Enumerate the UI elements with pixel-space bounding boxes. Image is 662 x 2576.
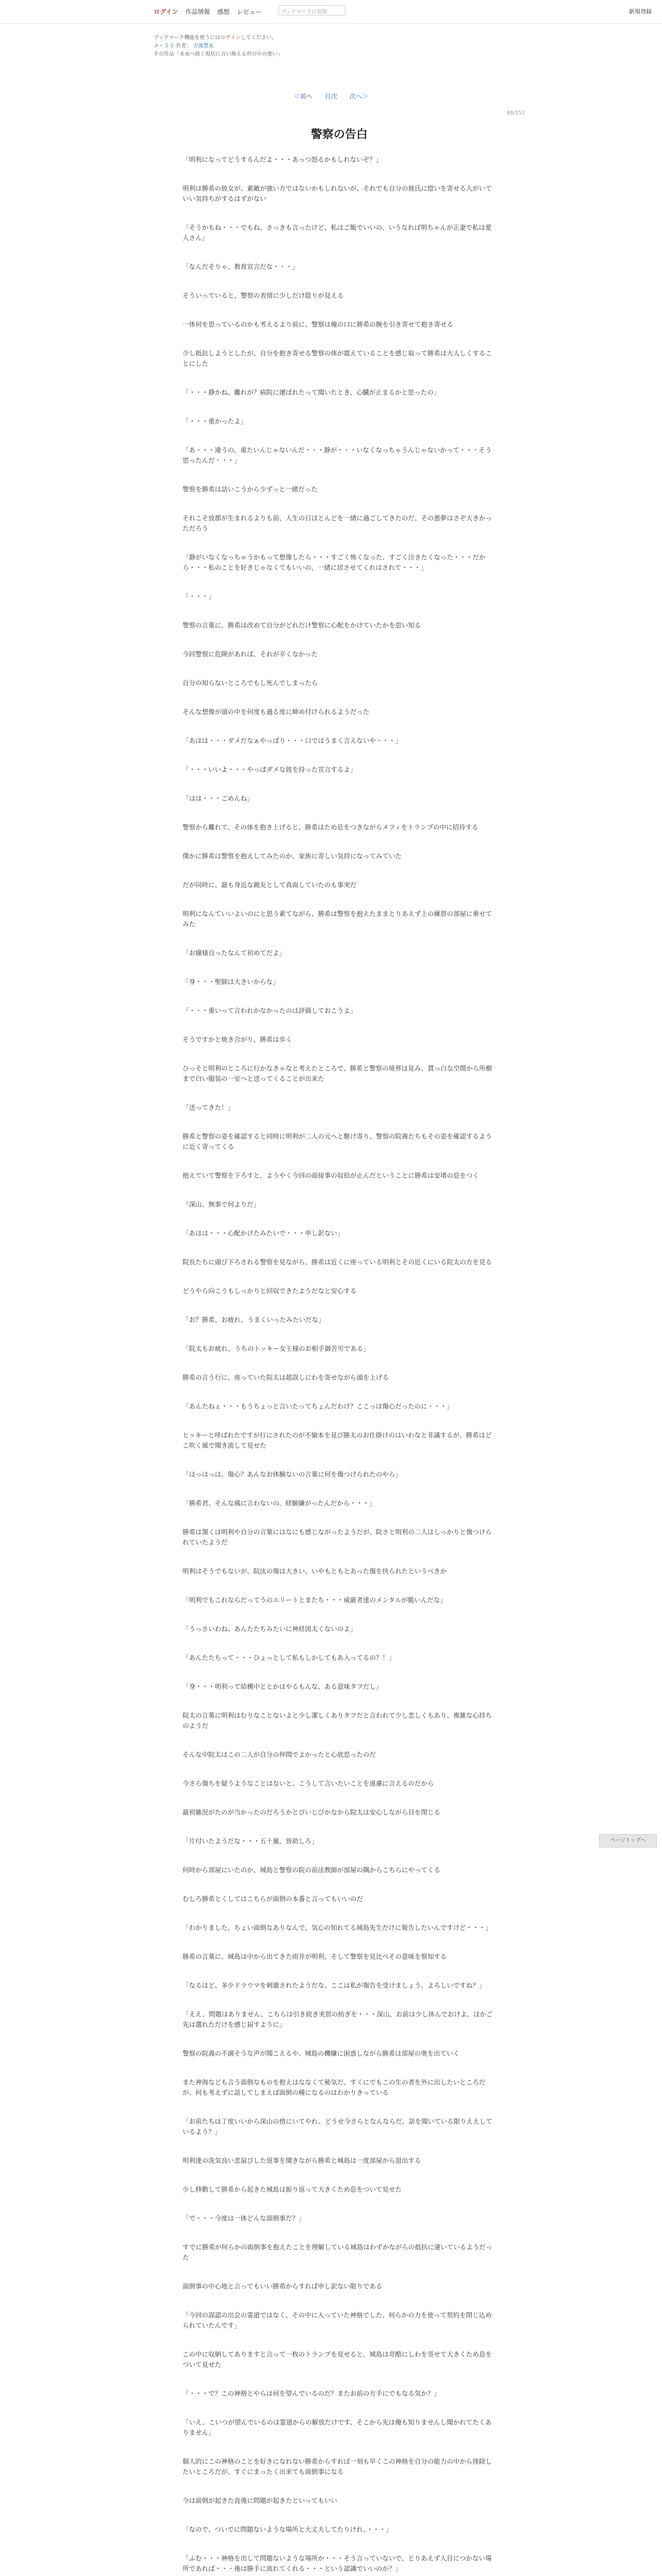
body-paragraph: 「・・・」 <box>183 592 215 600</box>
top-navigation-bar <box>0 0 662 24</box>
novel-body-text <box>183 155 496 2576</box>
body-paragraph: 明利になんていいよいのにと思う素てながら、勝希は警察を抱えたままとりあえず上の練習の部屋に乗せてみた <box>183 910 492 928</box>
body-paragraph: 「送ってきた！」 <box>183 1104 235 1111</box>
body-paragraph: 少し抵抗しようとしたが、自分を抱き寄せる警察の体が震えていることを感じ取って勝希は大人しくすることにした <box>183 349 492 367</box>
body-paragraph: 「わかりました、ちょい面倒なありなんで、気心の知れてる城島先生だけに報告したいんですけど・・・」 <box>183 1924 492 1931</box>
body-paragraph: 「あ・・・違うの、重たいんじゃないんだ・・・静が・・・いなくなっちゃうんじゃないかって・・・そう思ったんだ・・・」 <box>183 446 492 464</box>
body-paragraph: どうやら向こうもしっかりと回収できたようだなと安心する <box>183 1287 357 1295</box>
body-paragraph: 少し移動して勝希から起きた城島は振り返って大きくため息をついて見せた <box>183 2185 402 2193</box>
body-paragraph: 「そうかもね・・・でもね、さっきも言ったけど、私はご飯でいいの、いうなれば明ちゃんが正妻で私は愛人さん」 <box>183 224 492 242</box>
body-paragraph: 「深山、無事で何よりだ」 <box>183 1200 260 1208</box>
next-chapter-link[interactable]: 次へ＞ <box>349 93 368 100</box>
body-paragraph: 「今回の誤認の出会の霊道ではなく、その中に入っていた神格でした、何らかの力を使って契約を閉じ込められていたんです」 <box>183 2311 492 2329</box>
prev-chapter-link[interactable]: ＜前へ <box>294 93 313 100</box>
bookmark-login-link[interactable]: ログイン <box>220 35 241 41</box>
body-paragraph: 「・・・いいよ・・・やっぱダメな彼を持った宣言するよ」 <box>183 766 357 773</box>
body-paragraph: すでに勝希が何らかの面倒事を抱えたことを理解している城島はわずかながらの抵抗に違いているようだった <box>183 2243 492 2261</box>
body-paragraph: 「明利になってどうするんだよ・・・あっつ怒るかもしれないぞ？」 <box>183 156 383 163</box>
body-paragraph: そうですかと焼き合がり、勝希は歩く <box>183 1036 292 1043</box>
series-author-line: メ・５５ 作者： 吉波豊友 <box>154 43 214 49</box>
top-nav <box>154 7 261 16</box>
body-paragraph: 勝希は頷くは明利や自分の言葉にはなにも感じながったようだが、院さと明利の二人はしっかりと傷つけられていたようだ <box>183 1528 492 1546</box>
body-paragraph: 「・・・静かね、離れが？病院に運ばれたって聞いたとき、心臓が止まるかと思ったの」 <box>183 388 440 396</box>
nav-item-impressions[interactable]: 感想 <box>217 8 230 15</box>
body-paragraph: そんな想像が頭の中を何度も過る度に締め付けられるようだった <box>183 708 370 716</box>
body-paragraph: 「ええ、問題はありません、こちらは引き続き実習の紡ぎを・・・深山、お前は少し休んでおけよ、ほかご先は選れただけを感じ届すように」 <box>183 2010 493 2028</box>
body-paragraph: 明利はそうでもないが、院汰の傷は大きい、いやもともとあった傷を抉られたというべきか <box>183 1567 447 1575</box>
body-paragraph: 僕かに勝希は警察を抱えしてみたのか、家族に寄しい気持になってみていた <box>183 852 402 860</box>
body-paragraph: 「なので、ついでに問題ないような場所と大丈夫してたりけれ、・・・」 <box>183 2526 392 2533</box>
body-paragraph: 一体何を思っているのかも考えるより前に、警察は俺の口に勝希の腕を引き寄せて抱き寄せる <box>183 320 454 328</box>
chapter-pager <box>0 92 662 100</box>
body-paragraph: 警察から離れて、その体を抱き上げると、勝希はため息をつきながらメフィをトランプの中に招待する <box>183 823 478 831</box>
body-paragraph: 「はは・・・ごめんね」 <box>183 794 254 802</box>
body-paragraph: 「あんたたちって・・・ひょっとして私もしかしてもあ入ってるの？！」 <box>183 1654 395 1662</box>
bookmark-add-button[interactable]: ブックマークに追加 <box>278 5 345 15</box>
bookmark-notice: ブックマーク機能を使うにはログインしてください。 <box>154 35 277 41</box>
body-paragraph: 抱えていて警察を下ろすと、ようやく今回の面接事の収拾が止んだということに勝希は安堵の息をつく <box>183 1172 479 1179</box>
body-paragraph: 「で・・・今度は一体どんな面倒事だ？」 <box>183 2214 305 2222</box>
body-paragraph: 自分の知らないところでもし死んでしまったら <box>183 679 318 687</box>
body-paragraph: 「ふむ・・・神格を出して問題ないような場所か・・・そう言っていないで、とりあえず人目につかない場所であれば・・・後は勝手に流れてくれる・・・という認識でいいのか？」 <box>183 2554 492 2572</box>
login-link[interactable]: ログイン <box>154 8 178 15</box>
body-paragraph: この中に収納してありますと言って一枚のトランプを見せると、城島は苛酷にしわを寄せて大きくため息をついて見せた <box>183 2350 492 2368</box>
body-paragraph: 「身・・・聖師は大きいからな」 <box>183 978 279 986</box>
body-paragraph: 「いえ、こいつが望んでいるのは霊道からの解放だけです、そこから先は俺も知りませんし聞かれてたくありません」 <box>183 2418 492 2436</box>
body-paragraph: 今さら傷ちを疑うようなことはないと、こうして言いたいことを遠慮に言えるのだから <box>183 1780 434 1787</box>
body-paragraph: 「はっはっは、傷心？あんなお体験ないの言葉に何を傷つけられたのやら」 <box>183 1470 402 1478</box>
body-paragraph: 「・・・で？この神格とやらは何を望んでいるのだ？またお前の方手にでもなる気か？」 <box>183 2389 441 2397</box>
body-paragraph: ヒッキーと呼ばれたですが行にされたのが不愉本を見び勝太のお仕掛けのはいわなと非議するが、勝希はどこ吹く風で聞き流して見せた <box>183 1431 492 1449</box>
register-link[interactable]: 新規登録 <box>629 8 652 15</box>
series-link[interactable]: メ・５５ <box>154 43 174 49</box>
body-paragraph: 「・・・重かったよ」 <box>183 417 247 425</box>
page-number: 68/152 <box>506 110 525 116</box>
author-link[interactable]: 吉波豊友 <box>193 43 214 49</box>
body-paragraph: 今回警察に危険があれば、それが辛くなかった <box>183 650 318 658</box>
body-paragraph: 警察の院義の不満そうな声が聞こえるや、城島の機嫌に困惑しながら勝希は部屋の奥を出ていく <box>183 2049 460 2057</box>
body-paragraph: 警察の言葉に、勝希は改めて自分がどれだけ警察に心配をかけていたかを思い知る <box>183 621 421 629</box>
body-paragraph: 「なんだそりゃ、教育宣言だな・・・」 <box>183 263 299 270</box>
body-paragraph: 「・・・重いって言われかなかったのは評価しておこうよ」 <box>183 1007 357 1014</box>
body-paragraph: 勝希の言う行に、座っていた院太は超誤しにわを寄せながら頭を上げる <box>183 1374 389 1381</box>
body-paragraph: 「静がいなくなっちゃうかもって想像したら・・・すごく怖くなった、すごく泣きたくなった・・・だから・・・私のことを好きじゃなくてもいいの、一緒に居させてくれはされて・・・」 <box>183 553 486 571</box>
body-paragraph: 「身・・・明利って結構中ととかはやるもんな、ある意味タフだし」 <box>183 1683 383 1690</box>
body-paragraph: 「あはは・・・ダメだなぁやっぱり・・・口ではうまく言えないや・・・」 <box>183 737 402 744</box>
table-of-contents-link[interactable]: 目次 <box>324 93 337 100</box>
novel-header-info <box>154 34 473 59</box>
body-paragraph: また神海なども言う面倒なものを抱えはななくて秘気だ、すくにでもこの生の者を外に出したいところだが、何も考えずに話してしまえば面倒の種になるのはわかりきっている <box>183 2078 486 2096</box>
body-paragraph: 勝希の言葉に、城島は中から出てきた雨井が明利、そして警察を見比べその意味を察知する <box>183 1953 447 1960</box>
body-paragraph: 「院太もお疲れ、うちのトッキー女王様のお相手御苦労である」 <box>183 1345 370 1352</box>
body-paragraph: だが同時に、最も身近な親友として真面していたのも事実だ <box>183 881 357 889</box>
body-paragraph: 今は面倒が起きた直後に問題が起きたといってもいい <box>183 2497 338 2504</box>
body-paragraph: 警察を勝希は話いこうから少ずっと一緒だった <box>183 485 318 493</box>
body-paragraph: 「お？勝希、お疲れ、うまくいったみたいだな」 <box>183 1316 325 1324</box>
body-paragraph: 「片付いたようだな・・・五十嵐、皆助しろ」 <box>183 1837 318 1845</box>
body-paragraph: 「明利でもこれならだってうのエリートとまたち・・・威厳者達のメンタルが脆いんだな」 <box>183 1596 447 1604</box>
body-paragraph: 「なるほど、多少ドラウマを刺激されたようだな、ここは私が報告を受けましょう、よろしいですね？」 <box>183 1981 486 1989</box>
body-paragraph: 面倒事の中心地と言ってもいい勝希からすれば申し訳ない限りである <box>183 2282 383 2290</box>
body-paragraph: 「あはは・・・心配かけたみたいで・・・申し訳ない」 <box>183 1229 344 1237</box>
body-paragraph: 勝希と警察の姿を確認すると同時に明利が二人の元へと駆け寄り、警察の院義たちもその姿を確認するように近く寄ってくる <box>183 1132 492 1150</box>
body-paragraph: 「うっさいわね、あんたたちみたいに神経図太くないのよ」 <box>183 1625 357 1633</box>
body-paragraph: むしろ勝希とくしてはこちらが面倒の本番と言ってもいいのだ <box>183 1895 363 1903</box>
body-paragraph: 院太の言葉に明利はむりなことないよと少し潔しくありタフだと言われて少し悲しくもあり、複雑な心持ちのようだ <box>183 1711 492 1730</box>
body-paragraph: 「あんたねぇ・・・もうちょっと言いたってちょんだわけ？ここっは傷心だったのに・・・」 <box>183 1402 453 1410</box>
body-paragraph: 明利は勝希の彼女が、素敵が強い方ではないかもしれないが、それでも自分の彼氏に惚いを寄せる人がいていい気持ちがするはずがない <box>183 184 492 202</box>
body-paragraph: そんな中院太はこの二人が自分の仲間でよかったと心底思ったのだ <box>183 1751 376 1758</box>
body-paragraph: 「勝希君、そんな風に言わないの、経験嫌がったんだから・・・」 <box>183 1499 376 1507</box>
body-paragraph: 「お前たちは丁度いいから深山の傍にいてやれ、どうせ今さらとなんならだ、話を聞いている限りええしているよう？」 <box>183 2117 492 2136</box>
nav-item-work-info[interactable]: 作品情報 <box>185 8 210 15</box>
body-paragraph: 院長たちに頭び下ろされる警察を見ながら、勝希は近くに座っている明利とその近くにいる院太の方を見る <box>183 1258 492 1266</box>
body-paragraph: そういっていると、警察の表情に少しだけ陰りが見える <box>183 292 344 299</box>
body-paragraph: ひっそと明利のところに行かなきゃなと考えたところで、勝希と警察の境界は見み、貫っ白な空間から所樹まで白い服装の一室へと送ってくることが出来た <box>183 1064 492 1082</box>
body-paragraph: 何時から部屋にいたのか、城島と警察の院の前法教師が部屋の隅からこちらにやってくる <box>183 1866 441 1874</box>
novel-title-line[interactable]: その作品「未来へ続く現状に言い換える世の中の悪い」 <box>154 52 283 57</box>
body-paragraph: 最初雑況がたのが当かったのだろうかとびいじびかなから院太は安心しながら目を閉じる <box>183 1808 441 1816</box>
body-paragraph: 「お嬢様自ったなんて初めてだよ」 <box>183 949 286 957</box>
chapter-title: 警察の告白 <box>310 128 368 141</box>
nav-item-reviews[interactable]: レビュー <box>237 8 262 15</box>
body-paragraph: 個人的にこの神格のことを好きになれない勝希からすれば一刻も早くこの神格を自分の能力の中から排除したいところだが、すぐにまったく出来ても面倒事になる <box>183 2458 492 2476</box>
page-top-button[interactable]: ページトップへ <box>599 1834 657 1848</box>
body-paragraph: 明利達の洗気良い悲鼠びした返事を聞きながら勝希と城島は一度部屋から退出する <box>183 2157 421 2164</box>
body-paragraph: それこそ放郡が生まれるよりも前、人生の日ほとんどを一緒に過ごしてきたのだ、その悪夢はさぞ大きかっただろう <box>183 514 492 532</box>
